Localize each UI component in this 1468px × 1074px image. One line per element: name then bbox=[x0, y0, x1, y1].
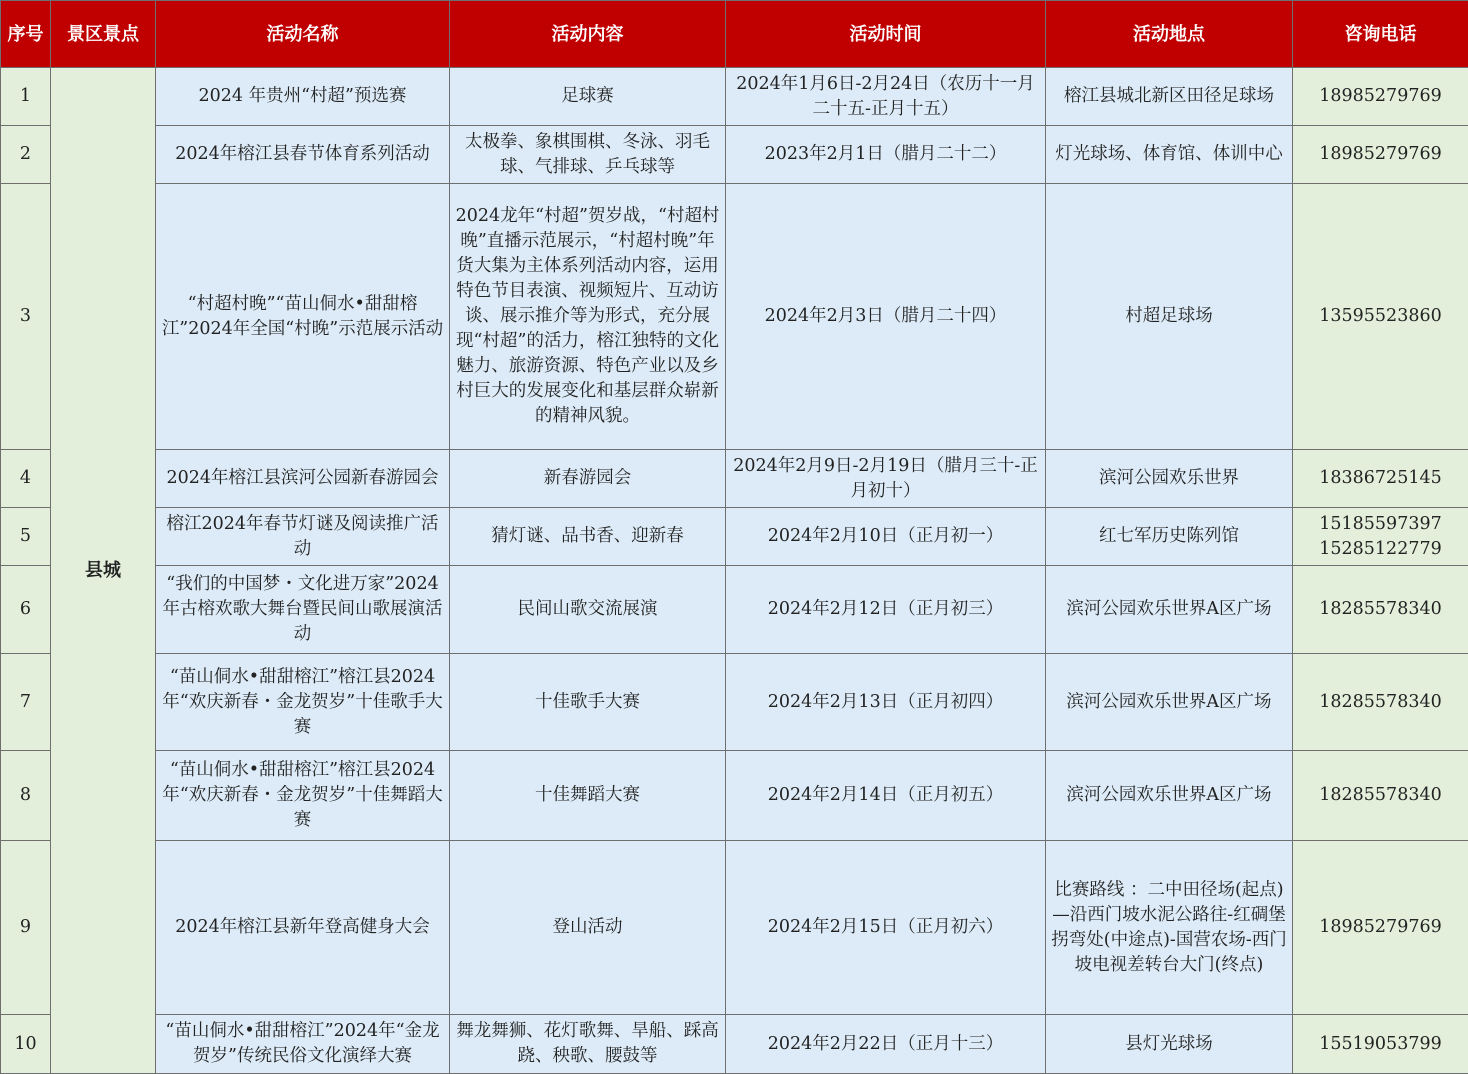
activity-place: 滨河公园欢乐世界 bbox=[1046, 450, 1293, 508]
activity-place: 村超足球场 bbox=[1046, 184, 1293, 450]
table-row bbox=[1, 1015, 1468, 1074]
row-number: 4 bbox=[1, 450, 51, 508]
activity-time: 2024年1月6日-2月24日（农历十一月二十五-正月十五） bbox=[726, 68, 1046, 126]
row-number: 8 bbox=[1, 751, 51, 841]
contact-phone bbox=[1293, 1015, 1468, 1074]
activity-content: 民间山歌交流展演 bbox=[450, 566, 726, 654]
table-row bbox=[1, 566, 1468, 654]
phone-number: 18985279769 bbox=[1297, 915, 1464, 940]
row-number: 3 bbox=[1, 184, 51, 450]
row-number: 10 bbox=[1, 1015, 51, 1074]
activity-name: “我们的中国梦・文化进万家”2024年古榕欢歌大舞台暨民间山歌展演活动 bbox=[156, 566, 450, 654]
phone-number: 15185597397 bbox=[1297, 512, 1464, 537]
activity-content: 登山活动 bbox=[450, 841, 726, 1015]
activity-name: “村超村晚”“苗山侗水•甜甜榕江”2024年全国“村晚”示范展示活动 bbox=[156, 184, 450, 450]
activity-place: 红七军历史陈列馆 bbox=[1046, 508, 1293, 566]
activity-time: 2024年2月10日（正月初一） bbox=[726, 508, 1046, 566]
activity-time: 2023年2月1日（腊月二十二） bbox=[726, 126, 1046, 184]
scenic-spot-cell: 县城 bbox=[51, 68, 156, 1074]
activity-place: 榕江县城北新区田径足球场 bbox=[1046, 68, 1293, 126]
row-number: 5 bbox=[1, 508, 51, 566]
activity-place: 滨河公园欢乐世界A区广场 bbox=[1046, 566, 1293, 654]
contact-phone bbox=[1293, 751, 1468, 841]
activity-content: 舞龙舞狮、花灯歌舞、旱船、踩高跷、秧歌、腰鼓等 bbox=[450, 1015, 726, 1074]
activity-content: 2024龙年“村超”贺岁战，“村超村晚”直播示范展示，“村超村晚”年货大集为主体系列活动内容，运用特色节目表演、视频短片、互动访谈、展示推介等为形式，充分展现“村超”的活力，榕江独特的文化魅力、旅游资源、特色产业以及乡村巨大的发展变化和基层群众崭新的精神风貌。 bbox=[450, 184, 726, 450]
activity-content: 十佳舞蹈大赛 bbox=[450, 751, 726, 841]
row-number: 7 bbox=[1, 654, 51, 751]
row-number: 2 bbox=[1, 126, 51, 184]
activity-place: 滨河公园欢乐世界A区广场 bbox=[1046, 654, 1293, 751]
activity-name: “苗山侗水•甜甜榕江”榕江县2024年“欢庆新春・金龙贺岁”十佳歌手大赛 bbox=[156, 654, 450, 751]
table-row bbox=[1, 751, 1468, 841]
phone-number: 13595523860 bbox=[1297, 304, 1464, 329]
activity-content: 太极拳、象棋围棋、冬泳、羽毛球、气排球、乒乓球等 bbox=[450, 126, 726, 184]
row-number: 1 bbox=[1, 68, 51, 126]
activity-time: 2024年2月9日-2月19日（腊月三十-正月初十） bbox=[726, 450, 1046, 508]
contact-phone bbox=[1293, 126, 1468, 184]
phone-number: 18386725145 bbox=[1297, 466, 1464, 491]
table-row bbox=[1, 450, 1468, 508]
activity-time: 2024年2月3日（腊月二十四） bbox=[726, 184, 1046, 450]
activity-content: 新春游园会 bbox=[450, 450, 726, 508]
contact-phone bbox=[1293, 654, 1468, 751]
phone-number: 18285578340 bbox=[1297, 783, 1464, 808]
header-scenic: 景区景点 bbox=[51, 1, 156, 68]
table-row bbox=[1, 654, 1468, 751]
activity-place: 滨河公园欢乐世界A区广场 bbox=[1046, 751, 1293, 841]
header-place: 活动地点 bbox=[1046, 1, 1293, 68]
activity-time: 2024年2月15日（正月初六） bbox=[726, 841, 1046, 1015]
activity-name: “苗山侗水•甜甜榕江”2024年“金龙贺岁”传统民俗文化演绎大赛 bbox=[156, 1015, 450, 1074]
table-row bbox=[1, 184, 1468, 450]
activity-time: 2024年2月22日（正月十三） bbox=[726, 1015, 1046, 1074]
activity-time: 2024年2月13日（正月初四） bbox=[726, 654, 1046, 751]
header-phone: 咨询电话 bbox=[1293, 1, 1468, 68]
activity-name: 2024年榕江县新年登高健身大会 bbox=[156, 841, 450, 1015]
table-row bbox=[1, 841, 1468, 1015]
contact-phone bbox=[1293, 566, 1468, 654]
activity-place: 县灯光球场 bbox=[1046, 1015, 1293, 1074]
contact-phone bbox=[1293, 450, 1468, 508]
row-number: 6 bbox=[1, 566, 51, 654]
contact-phone bbox=[1293, 184, 1468, 450]
activity-time: 2024年2月14日（正月初五） bbox=[726, 751, 1046, 841]
activity-content: 十佳歌手大赛 bbox=[450, 654, 726, 751]
header-name: 活动名称 bbox=[156, 1, 450, 68]
row-number: 9 bbox=[1, 841, 51, 1015]
header-time: 活动时间 bbox=[726, 1, 1046, 68]
activity-name: 2024 年贵州“村超”预选赛 bbox=[156, 68, 450, 126]
header-content: 活动内容 bbox=[450, 1, 726, 68]
phone-number: 15519053799 bbox=[1297, 1032, 1464, 1057]
phone-number: 18285578340 bbox=[1297, 690, 1464, 715]
contact-phone bbox=[1293, 68, 1468, 126]
activity-place: 灯光球场、体育馆、体训中心 bbox=[1046, 126, 1293, 184]
activity-content: 猜灯谜、品书香、迎新春 bbox=[450, 508, 726, 566]
phone-number: 15285122779 bbox=[1297, 537, 1464, 562]
header-row bbox=[1, 1, 1468, 68]
table-row bbox=[1, 508, 1468, 566]
contact-phone bbox=[1293, 841, 1468, 1015]
phone-number: 18285578340 bbox=[1297, 597, 1464, 622]
activity-name: “苗山侗水•甜甜榕江”榕江县2024年“欢庆新春・金龙贺岁”十佳舞蹈大赛 bbox=[156, 751, 450, 841]
table-row bbox=[1, 126, 1468, 184]
activity-place: 比赛路线 ：二中田径场(起点)—沿西门坡水泥公路往-红碉堡拐弯处(中途点)-国营农场-西门坡电视差转台大门(终点) bbox=[1046, 841, 1293, 1015]
table-row bbox=[1, 68, 1468, 126]
phone-number: 18985279769 bbox=[1297, 142, 1464, 167]
activity-time: 2024年2月12日（正月初三） bbox=[726, 566, 1046, 654]
phone-number: 18985279769 bbox=[1297, 84, 1464, 109]
activity-content: 足球赛 bbox=[450, 68, 726, 126]
activity-name: 2024年榕江县滨河公园新春游园会 bbox=[156, 450, 450, 508]
contact-phone bbox=[1293, 508, 1468, 566]
activity-name: 2024年榕江县春节体育系列活动 bbox=[156, 126, 450, 184]
header-no: 序号 bbox=[1, 1, 51, 68]
activity-name: 榕江2024年春节灯谜及阅读推广活动 bbox=[156, 508, 450, 566]
